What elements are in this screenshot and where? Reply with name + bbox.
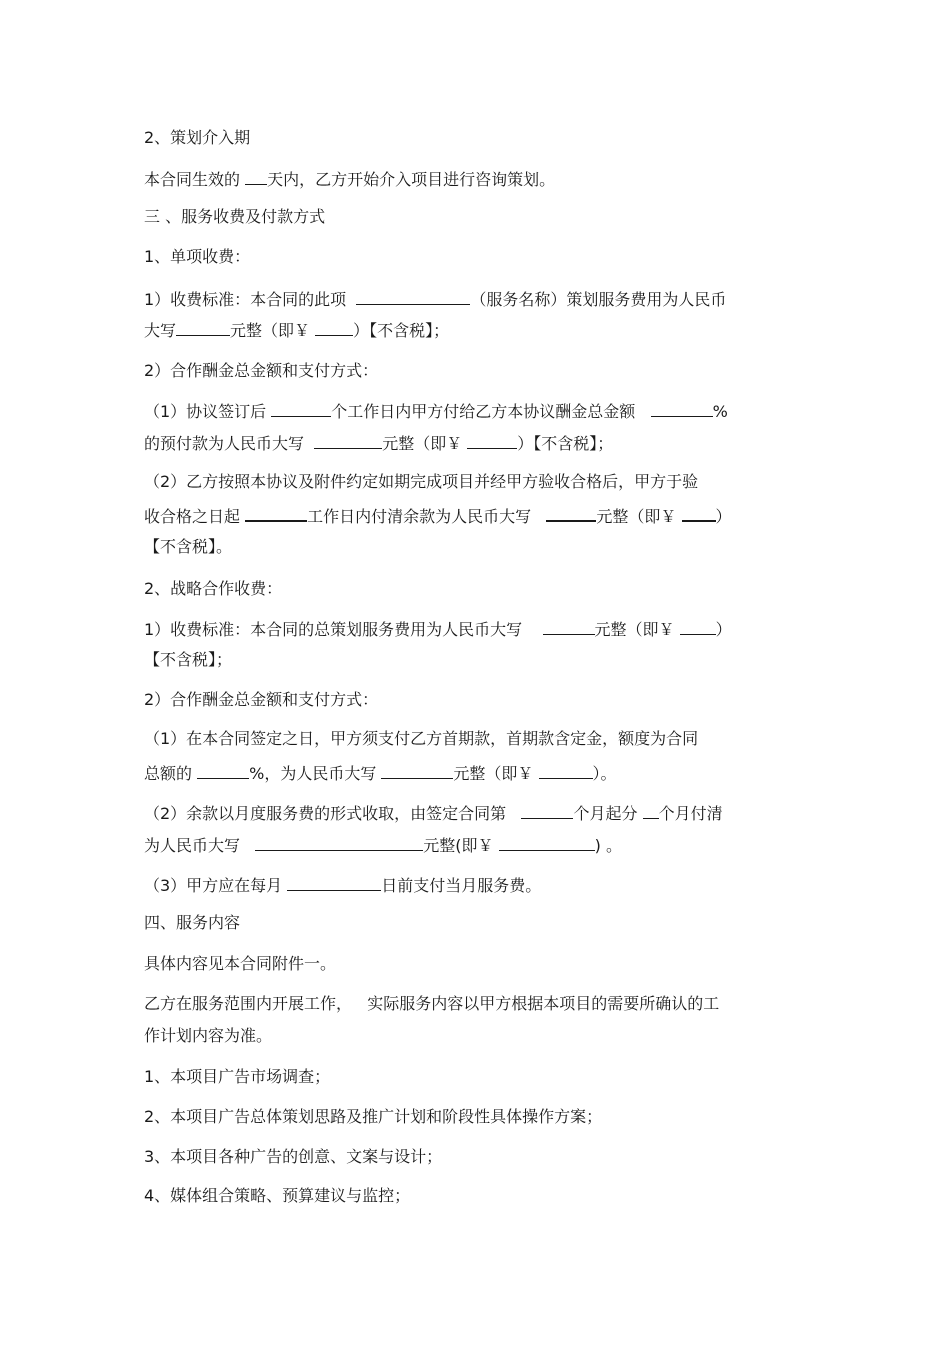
text: ）	[715, 507, 732, 526]
blank-days[interactable]	[245, 167, 267, 185]
blank-service-name[interactable]	[356, 287, 470, 305]
service-item-4	[144, 1185, 410, 1207]
fee-standard-line-1	[144, 287, 726, 309]
text: ）	[715, 620, 732, 639]
section-4-scope-line-2	[144, 1025, 272, 1047]
text: 的预付款为人民币大写	[144, 434, 305, 453]
text: 大写	[144, 321, 177, 340]
payment-heading	[144, 360, 378, 382]
text: 工作日内付清余款为人民币大写	[307, 507, 532, 526]
text: %	[712, 402, 728, 421]
text: 2、本项目广告总体策划思路及推广计划和阶段性具体操作方案；	[144, 1107, 603, 1126]
strategic-fee-line-2	[144, 649, 232, 671]
text: 三 、服务收费及付款方式	[144, 207, 326, 226]
text: 1）收费标准：本合同的此项	[144, 290, 347, 309]
text: 2、策划介入期	[144, 128, 251, 147]
blank-remaining-words[interactable]	[255, 833, 423, 851]
blank-remaining-number[interactable]	[499, 833, 595, 851]
text: 1）收费标准：本合同的总策划服务费用为人民币大写	[144, 620, 523, 639]
clause-2-body	[144, 167, 555, 189]
clause-1-heading	[144, 246, 250, 268]
strategic-payment-heading	[144, 689, 378, 711]
text: 乙方在服务范围内开展工作，	[144, 994, 353, 1013]
blank-month-count[interactable]	[643, 801, 659, 819]
text: 元整（即￥	[453, 764, 534, 783]
text: 3、本项目各种广告的创意、文案与设计；	[144, 1147, 443, 1166]
blank-percent[interactable]	[651, 399, 713, 417]
section-4-heading	[144, 912, 240, 934]
text: 2、战略合作收费：	[144, 579, 283, 598]
text: 个月付清	[658, 804, 723, 823]
blank-workdays[interactable]	[271, 399, 331, 417]
text: （2）乙方按照本协议及附件约定如期完成项目并经甲方验收合格后，甲方于验	[144, 472, 699, 491]
blank-amount-number[interactable]	[315, 318, 353, 336]
text: 。	[605, 836, 622, 855]
strategic-1-line-2	[144, 761, 617, 783]
text: （2）余款以月度服务费的形式收取，由签定合同第	[144, 804, 507, 823]
text: 本合同生效的	[144, 170, 241, 189]
text: 总额的	[144, 764, 193, 783]
blank-first-words[interactable]	[381, 761, 453, 779]
blank-advance-words[interactable]	[314, 431, 382, 449]
blank-balance-words[interactable]	[546, 503, 596, 522]
text: 元整（即￥	[230, 321, 311, 340]
blank-balance-number[interactable]	[682, 503, 716, 522]
text: 【不含税】；	[144, 650, 233, 669]
text: 2）合作酬金总金额和支付方式：	[144, 690, 379, 709]
section-3-heading	[144, 206, 325, 228]
text: 【不含税】。	[144, 537, 233, 556]
blank-monthly-day[interactable]	[287, 873, 381, 891]
blank-total-words[interactable]	[543, 617, 595, 635]
strategic-heading	[144, 578, 282, 600]
text: （1）协议签订后	[144, 402, 267, 421]
strategic-2-line-1	[144, 801, 723, 823]
strategic-2-line-2	[144, 833, 622, 855]
text: ）【不含税】；	[517, 434, 614, 453]
payment-2-line-3	[144, 536, 232, 558]
text: 为人民币大写	[144, 836, 241, 855]
text: 2）合作酬金总金额和支付方式：	[144, 361, 379, 380]
clause-2-heading	[144, 127, 250, 149]
section-4-see-appendix	[144, 953, 336, 975]
text: 具体内容见本合同附件一。	[144, 954, 337, 973]
payment-1-line-1	[144, 399, 728, 421]
blank-advance-number[interactable]	[467, 431, 517, 449]
payment-1-line-2	[144, 431, 613, 453]
text: ）【不含税】；	[353, 321, 450, 340]
service-item-3	[144, 1146, 442, 1168]
text: 个月起分	[573, 804, 638, 823]
text: 元整（即￥	[594, 620, 675, 639]
strategic-fee-line-1	[144, 617, 732, 639]
text: 实际服务内容以甲方根据本项目的需要所确认的工	[367, 994, 720, 1013]
strategic-1-line-1	[144, 728, 698, 750]
text: 收合格之日起	[144, 507, 241, 526]
blank-amount-words[interactable]	[176, 318, 230, 336]
text: 元整（即￥	[382, 434, 463, 453]
text: （1）在本合同签定之日，甲方须支付乙方首期款，首期款含定金，额度为合同	[144, 729, 699, 748]
service-item-2	[144, 1106, 602, 1128]
text: （服务名称）策划服务费用为人民币	[470, 290, 727, 309]
text: 四、服务内容	[144, 913, 241, 932]
text: ）。	[592, 764, 617, 783]
text: 天内，乙方开始介入项目进行咨询策划。	[267, 170, 556, 189]
text: 元整(即￥	[423, 836, 494, 855]
text: 1、单项收费：	[144, 247, 251, 266]
blank-first-number[interactable]	[539, 761, 593, 779]
text: 元整（即￥	[596, 507, 677, 526]
text: 作计划内容为准。	[144, 1026, 273, 1045]
payment-2-line-1	[144, 471, 698, 493]
strategic-3	[144, 873, 541, 895]
blank-balance-days[interactable]	[245, 503, 307, 522]
text: 日前支付当月服务费。	[381, 876, 542, 895]
text: 个工作日内甲方付给乙方本协议酬金总金额	[331, 402, 636, 421]
section-4-scope-line-1	[144, 993, 719, 1015]
text: （3）甲方应在每月	[144, 876, 283, 895]
blank-first-percent[interactable]	[197, 761, 249, 779]
text: )	[594, 836, 601, 855]
blank-total-number[interactable]	[680, 617, 716, 635]
fee-standard-line-2	[144, 318, 449, 340]
text: 1、本项目广告市场调查；	[144, 1067, 331, 1086]
text: 4、媒体组合策略、预算建议与监控；	[144, 1186, 411, 1205]
service-item-1	[144, 1066, 330, 1088]
blank-start-month[interactable]	[521, 801, 573, 819]
text: %，为人民币大写	[249, 764, 377, 783]
payment-2-line-2	[144, 503, 732, 525]
